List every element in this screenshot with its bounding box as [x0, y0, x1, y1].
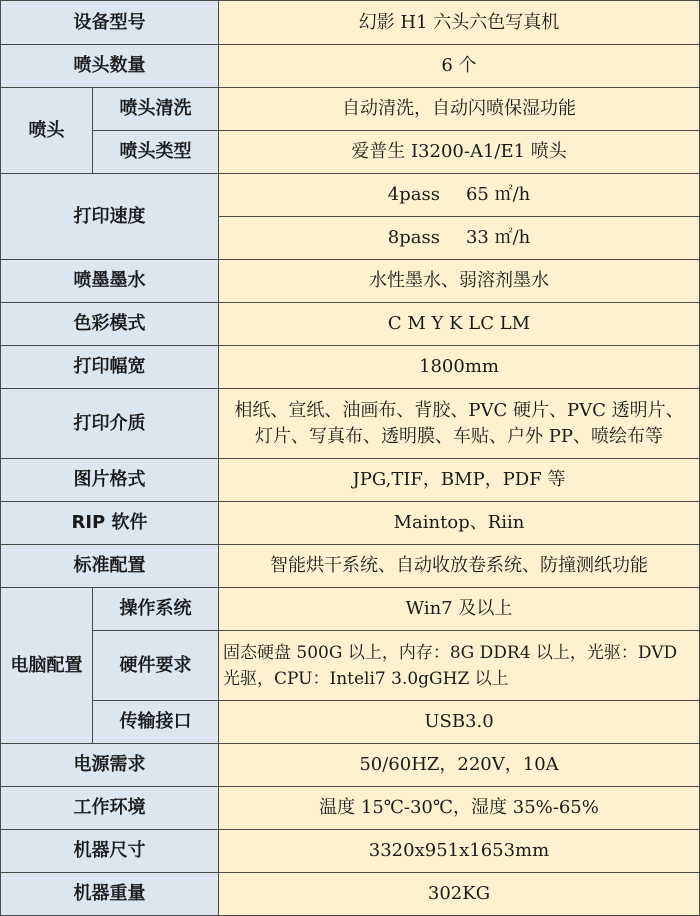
row-label-print-width: 打印幅宽 — [1, 346, 219, 389]
table-row — [1, 701, 700, 744]
speed-mode: 4pass — [387, 184, 440, 205]
speed-mode: 8pass — [387, 227, 440, 248]
row-label-computer: 电脑配置 — [1, 588, 93, 744]
table-row — [1, 88, 700, 131]
row-label-head: 喷头 — [1, 88, 93, 174]
sub-label-interface: 传输接口 — [93, 701, 219, 744]
table-row — [1, 873, 700, 916]
table-row — [1, 459, 700, 502]
table-row — [1, 346, 700, 389]
table-row — [1, 631, 700, 701]
row-value-standard: 智能烘干系统、自动收放卷系统、防撞测纸功能 — [219, 545, 700, 588]
row-label-speed: 打印速度 — [1, 174, 219, 260]
row-value-print-width: 1800mm — [219, 346, 700, 389]
table-row — [1, 303, 700, 346]
sub-label-os: 操作系统 — [93, 588, 219, 631]
row-value-weight: 302KG — [219, 873, 700, 916]
row-label-power: 电源需求 — [1, 744, 219, 787]
row-label-color-mode: 色彩模式 — [1, 303, 219, 346]
table-row — [1, 787, 700, 830]
row-value-size: 3320x951x1653mm — [219, 830, 700, 873]
row-value-media — [219, 389, 700, 459]
table-row — [1, 545, 700, 588]
table-row — [1, 260, 700, 303]
table-row — [1, 502, 700, 545]
hardware-line: 光驱，CPU：Inteli7 3.0gGHZ 以上 — [223, 668, 509, 689]
sub-label-head-cleaning: 喷头清洗 — [93, 88, 219, 131]
speed-rate: 33 ㎡/h — [465, 227, 531, 248]
row-label-media: 打印介质 — [1, 389, 219, 459]
row-value-model: 幻影 H1 六头六色写真机 — [219, 1, 700, 45]
row-label-environment: 工作环境 — [1, 787, 219, 830]
table-row — [1, 45, 700, 88]
sub-label-head-type: 喷头类型 — [93, 131, 219, 174]
table-row — [1, 830, 700, 873]
row-label-ink: 喷墨墨水 — [1, 260, 219, 303]
row-label-standard: 标准配置 — [1, 545, 219, 588]
row-value-interface: USB3.0 — [219, 701, 700, 744]
table-row — [1, 389, 700, 459]
speed-rate: 65 ㎡/h — [465, 184, 531, 205]
table-row — [1, 174, 700, 217]
row-value-head-type: 爱普生 I3200-A1/E1 喷头 — [219, 131, 700, 174]
row-value-rip: Maintop、Riin — [219, 502, 700, 545]
row-value-head-cleaning: 自动清洗，自动闪喷保湿功能 — [219, 88, 700, 131]
row-value-environment: 温度 15℃-30℃，湿度 35%-65% — [219, 787, 700, 830]
row-value-speed-8pass — [219, 217, 700, 260]
row-label-size: 机器尺寸 — [1, 830, 219, 873]
row-value-hardware — [219, 631, 700, 701]
sub-label-hardware: 硬件要求 — [93, 631, 219, 701]
hardware-line: 固态硬盘 500G 以上，内存：8G DDR4 以上，光驱：DVD — [223, 642, 678, 663]
row-label-weight: 机器重量 — [1, 873, 219, 916]
row-label-rip: RIP 软件 — [1, 502, 219, 545]
media-line: 相纸、宣纸、油画布、背胶、PVC 硬片、PVC 透明片、 — [234, 399, 684, 421]
row-value-ink: 水性墨水、弱溶剂墨水 — [219, 260, 700, 303]
row-label-image-format: 图片格式 — [1, 459, 219, 502]
table-row — [1, 588, 700, 631]
table-row — [1, 1, 700, 45]
row-value-speed-4pass — [219, 174, 700, 217]
row-label-head-count: 喷头数量 — [1, 45, 219, 88]
media-line: 灯片、写真布、透明膜、车贴、户外 PP、喷绘布等 — [255, 425, 663, 447]
table-row — [1, 744, 700, 787]
row-label-model: 设备型号 — [1, 1, 219, 45]
row-value-image-format: JPG,TIF，BMP，PDF 等 — [219, 459, 700, 502]
table-row — [1, 131, 700, 174]
row-value-head-count: 6 个 — [219, 45, 700, 88]
row-value-power: 50/60HZ，220V，10A — [219, 744, 700, 787]
row-value-os: Win7 及以上 — [219, 588, 700, 631]
row-value-color-mode: C M Y K LC LM — [219, 303, 700, 346]
